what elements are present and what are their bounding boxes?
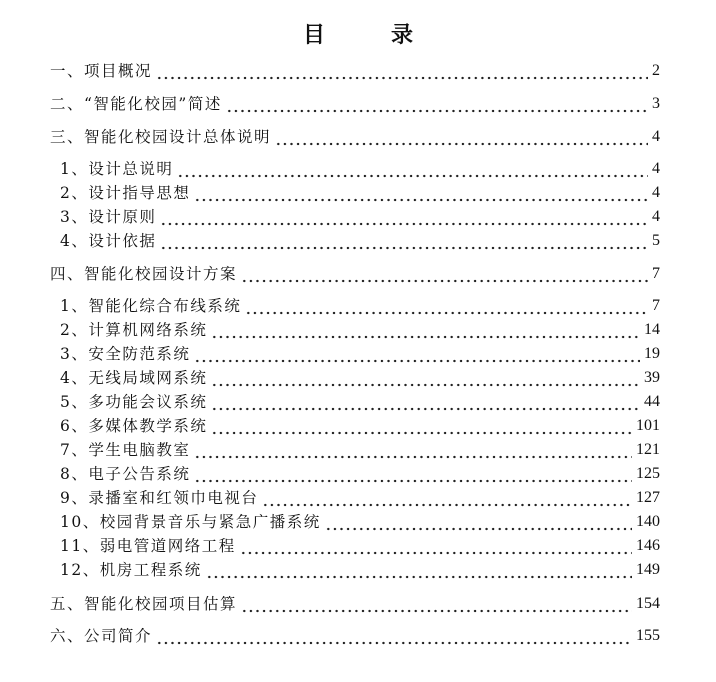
toc-entry-text: 12、机房工程系统 xyxy=(60,561,202,579)
dot-leader xyxy=(275,126,648,148)
dot-leader xyxy=(194,463,632,485)
dot-leader xyxy=(241,593,632,615)
toc-entry xyxy=(60,487,660,509)
toc-page-number: 5 xyxy=(652,232,660,249)
toc-entry xyxy=(60,415,660,437)
toc-entry xyxy=(60,439,660,461)
toc-entry xyxy=(50,263,660,285)
toc-entry xyxy=(60,158,660,180)
toc-entry xyxy=(50,60,660,82)
toc-entry xyxy=(60,559,660,581)
toc-entry-text: 11、弱电管道网络工程 xyxy=(60,537,236,555)
toc-entry xyxy=(50,593,660,615)
dot-leader xyxy=(245,295,648,317)
toc-page-number: 7 xyxy=(652,297,660,314)
dot-leader xyxy=(226,93,648,115)
toc-entry-text: 2、计算机网络系统 xyxy=(60,321,208,339)
toc-entry-text: 1、智能化综合布线系统 xyxy=(60,297,242,315)
dot-leader xyxy=(211,391,640,413)
dot-leader xyxy=(325,511,632,533)
toc-entry xyxy=(60,295,660,317)
toc-entry xyxy=(60,206,660,228)
toc-entry-text: 2、设计指导思想 xyxy=(60,184,191,202)
toc-entry xyxy=(60,391,660,413)
toc-entry-text: 1、设计总说明 xyxy=(60,160,174,178)
toc-entry-text: 8、电子公告系统 xyxy=(60,465,191,483)
toc-page-number: 127 xyxy=(636,489,660,506)
toc-entry xyxy=(60,535,660,557)
toc-entry-text: 7、学生电脑教室 xyxy=(60,441,191,459)
toc-entry xyxy=(60,367,660,389)
toc-entry-text: 三、智能化校园设计总体说明 xyxy=(50,128,272,146)
toc-page-number: 39 xyxy=(644,369,660,386)
toc-page-number: 44 xyxy=(644,393,660,410)
toc-page-number: 14 xyxy=(644,321,660,338)
toc-entry-text: 四、智能化校园设计方案 xyxy=(50,265,238,283)
toc-page-number: 140 xyxy=(636,513,660,530)
toc-entry-text: 5、多功能会议系统 xyxy=(60,393,208,411)
toc-page-number: 3 xyxy=(652,95,660,112)
toc-page-number: 121 xyxy=(636,441,660,458)
dot-leader xyxy=(177,158,648,180)
toc-page-number: 4 xyxy=(652,208,660,225)
dot-leader xyxy=(211,367,640,389)
dot-leader xyxy=(262,487,632,509)
dot-leader xyxy=(211,415,632,437)
toc-page-number: 125 xyxy=(636,465,660,482)
toc-entry-text: 六、公司简介 xyxy=(50,627,153,645)
toc-page-number: 7 xyxy=(652,265,660,282)
toc-entry-text: 4、无线局域网系统 xyxy=(60,369,208,387)
toc-entry-text: 6、多媒体教学系统 xyxy=(60,417,208,435)
toc-page-number: 4 xyxy=(652,184,660,201)
dot-leader xyxy=(194,343,640,365)
dot-leader xyxy=(194,182,648,204)
toc-entry-text: 五、智能化校园项目估算 xyxy=(50,595,238,613)
toc-entry-text: 3、安全防范系统 xyxy=(60,345,191,363)
toc-page-number: 154 xyxy=(636,595,660,612)
page-title: 目 录 xyxy=(302,22,435,48)
toc-entry-text: 4、设计依据 xyxy=(60,232,157,250)
toc-page-number: 2 xyxy=(652,62,660,79)
dot-leader xyxy=(211,319,640,341)
toc-entry-text: 3、设计原则 xyxy=(60,208,157,226)
dot-leader xyxy=(156,625,632,647)
toc-entry-text: 一、项目概况 xyxy=(50,62,153,80)
dot-leader xyxy=(240,535,632,557)
toc-entry xyxy=(50,126,660,148)
toc-page-number: 4 xyxy=(652,160,660,177)
toc-entry xyxy=(60,182,660,204)
toc-entry xyxy=(60,230,660,252)
toc-page-number: 101 xyxy=(636,417,660,434)
toc-page-number: 19 xyxy=(644,345,660,362)
dot-leader xyxy=(194,439,632,461)
dot-leader xyxy=(156,60,648,82)
toc-page-number: 146 xyxy=(636,537,660,554)
dot-leader xyxy=(206,559,632,581)
toc-entry-text: 二、“智能化校园”简述 xyxy=(50,95,222,113)
dot-leader xyxy=(160,206,648,228)
toc-entry xyxy=(50,93,660,115)
toc-entry-text: 9、录播室和红领巾电视台 xyxy=(60,489,259,507)
toc-entry xyxy=(60,343,660,365)
toc-page-number: 4 xyxy=(652,128,660,145)
toc-entry xyxy=(60,319,660,341)
toc-entry xyxy=(50,625,660,647)
toc-entry-text: 10、校园背景音乐与紧急广播系统 xyxy=(60,513,321,531)
toc-page-number: 155 xyxy=(636,627,660,644)
toc-page-number: 149 xyxy=(636,561,660,578)
toc-entry xyxy=(60,511,660,533)
dot-leader xyxy=(160,230,648,252)
toc-entry xyxy=(60,463,660,485)
dot-leader xyxy=(241,263,648,285)
